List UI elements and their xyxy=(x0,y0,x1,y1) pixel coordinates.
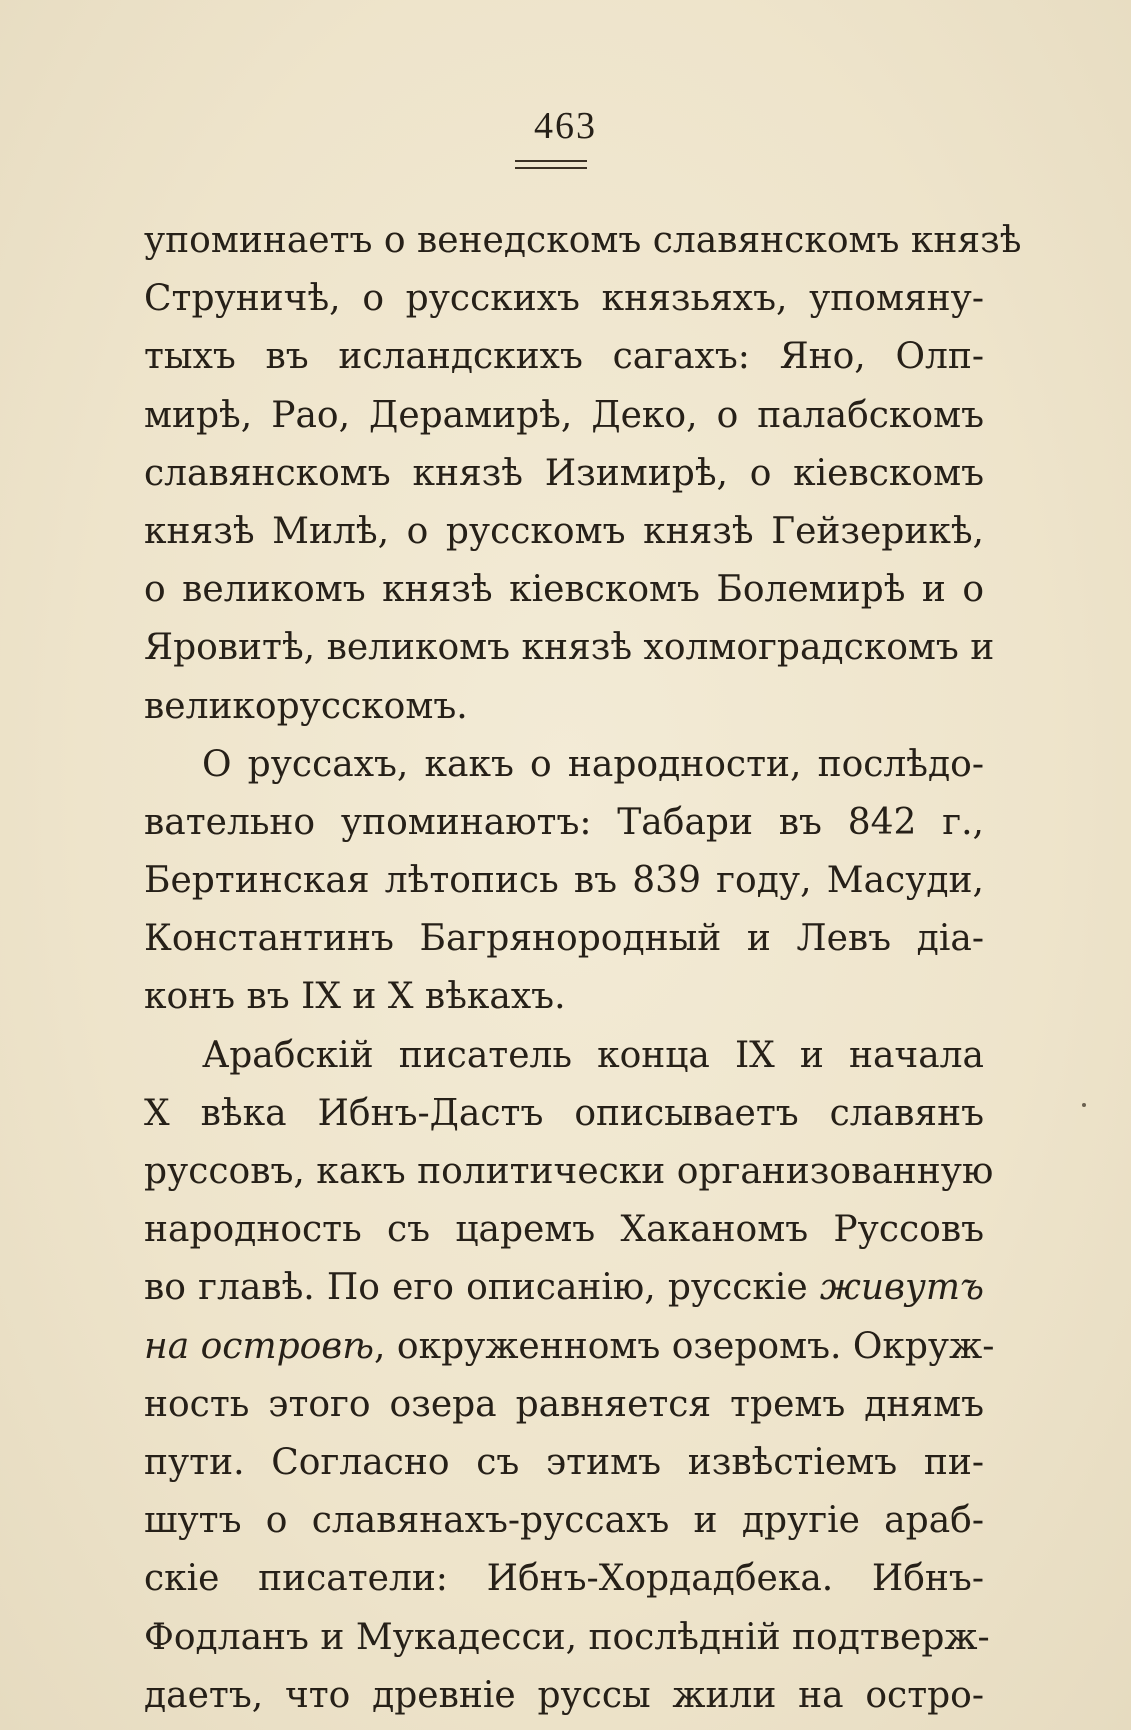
text-line: скіе писатели: Ибнъ-Хордадбека. Ибнъ- xyxy=(144,1558,984,1600)
text-line: Константинъ Багрянородный и Левъ діа- xyxy=(144,918,984,960)
text-segment: , окруженномъ озеромъ. Окруж- xyxy=(374,1325,995,1367)
text-line: вательно упоминаютъ: Табари въ 842 г., xyxy=(144,801,984,843)
text-line: шутъ о славянахъ-руссахъ и другіе араб- xyxy=(144,1500,984,1542)
page-number: 463 xyxy=(534,105,597,147)
text-line: князѣ Милѣ, о русскомъ князѣ Гейзерикѣ, xyxy=(144,510,984,552)
text-line: упоминаетъ о венедскомъ славянскомъ князѣ xyxy=(144,220,1022,261)
text-line: Струничѣ, о русскихъ князьяхъ, упомяну- xyxy=(144,278,984,320)
text-line: руссовъ, какъ политически организованную xyxy=(144,1151,994,1192)
header-rule-top xyxy=(515,160,587,162)
text-line: мирѣ, Рао, Дерамирѣ, Деко, о палабскомъ xyxy=(144,394,984,436)
italic-word: живутъ xyxy=(819,1267,984,1309)
text-line: Яровитѣ, великомъ князѣ холмоградскомъ и xyxy=(144,627,995,669)
ink-speck xyxy=(1082,1103,1086,1107)
text-line: X вѣка Ибнъ-Дастъ описываетъ славянъ xyxy=(144,1092,984,1134)
text-segment: во главѣ. По его описанію, русскіе xyxy=(144,1267,808,1309)
italic-phrase: на островѣ xyxy=(144,1325,375,1367)
text-line-mixed xyxy=(144,1318,995,1376)
text-line: Фодланъ и Мукадесси, послѣдній подтверж- xyxy=(144,1616,990,1658)
text-line: Арабскій писатель конца IX и начала xyxy=(202,1034,984,1076)
text-line: пути. Согласно съ этимъ извѣстіемъ пи- xyxy=(144,1441,984,1483)
text-line: конъ въ IX и X вѣкахъ. xyxy=(144,976,566,1018)
body-text xyxy=(144,212,1022,1725)
text-line: Бертинская лѣтопись въ 839 году, Масуди, xyxy=(144,860,984,902)
text-line: ность этого озера равняется тремъ днямъ xyxy=(144,1383,984,1425)
header-rule-bottom xyxy=(515,167,587,169)
text-line: тыхъ въ исландскихъ сагахъ: Яно, Олп- xyxy=(144,336,984,378)
text-line: великорусскомъ. xyxy=(144,685,468,727)
text-line: славянскомъ князѣ Изимирѣ, о кіевскомъ xyxy=(144,452,984,494)
text-line: народность съ царемъ Хаканомъ Руссовъ xyxy=(144,1209,984,1251)
text-line: даетъ, что древніе руссы жили на остро- xyxy=(144,1674,984,1716)
text-line: о великомъ князѣ кіевскомъ Болемирѣ и о xyxy=(144,569,984,611)
text-line: О руссахъ, какъ о народности, послѣдо- xyxy=(202,743,984,785)
text-line-mixed xyxy=(144,1259,984,1317)
